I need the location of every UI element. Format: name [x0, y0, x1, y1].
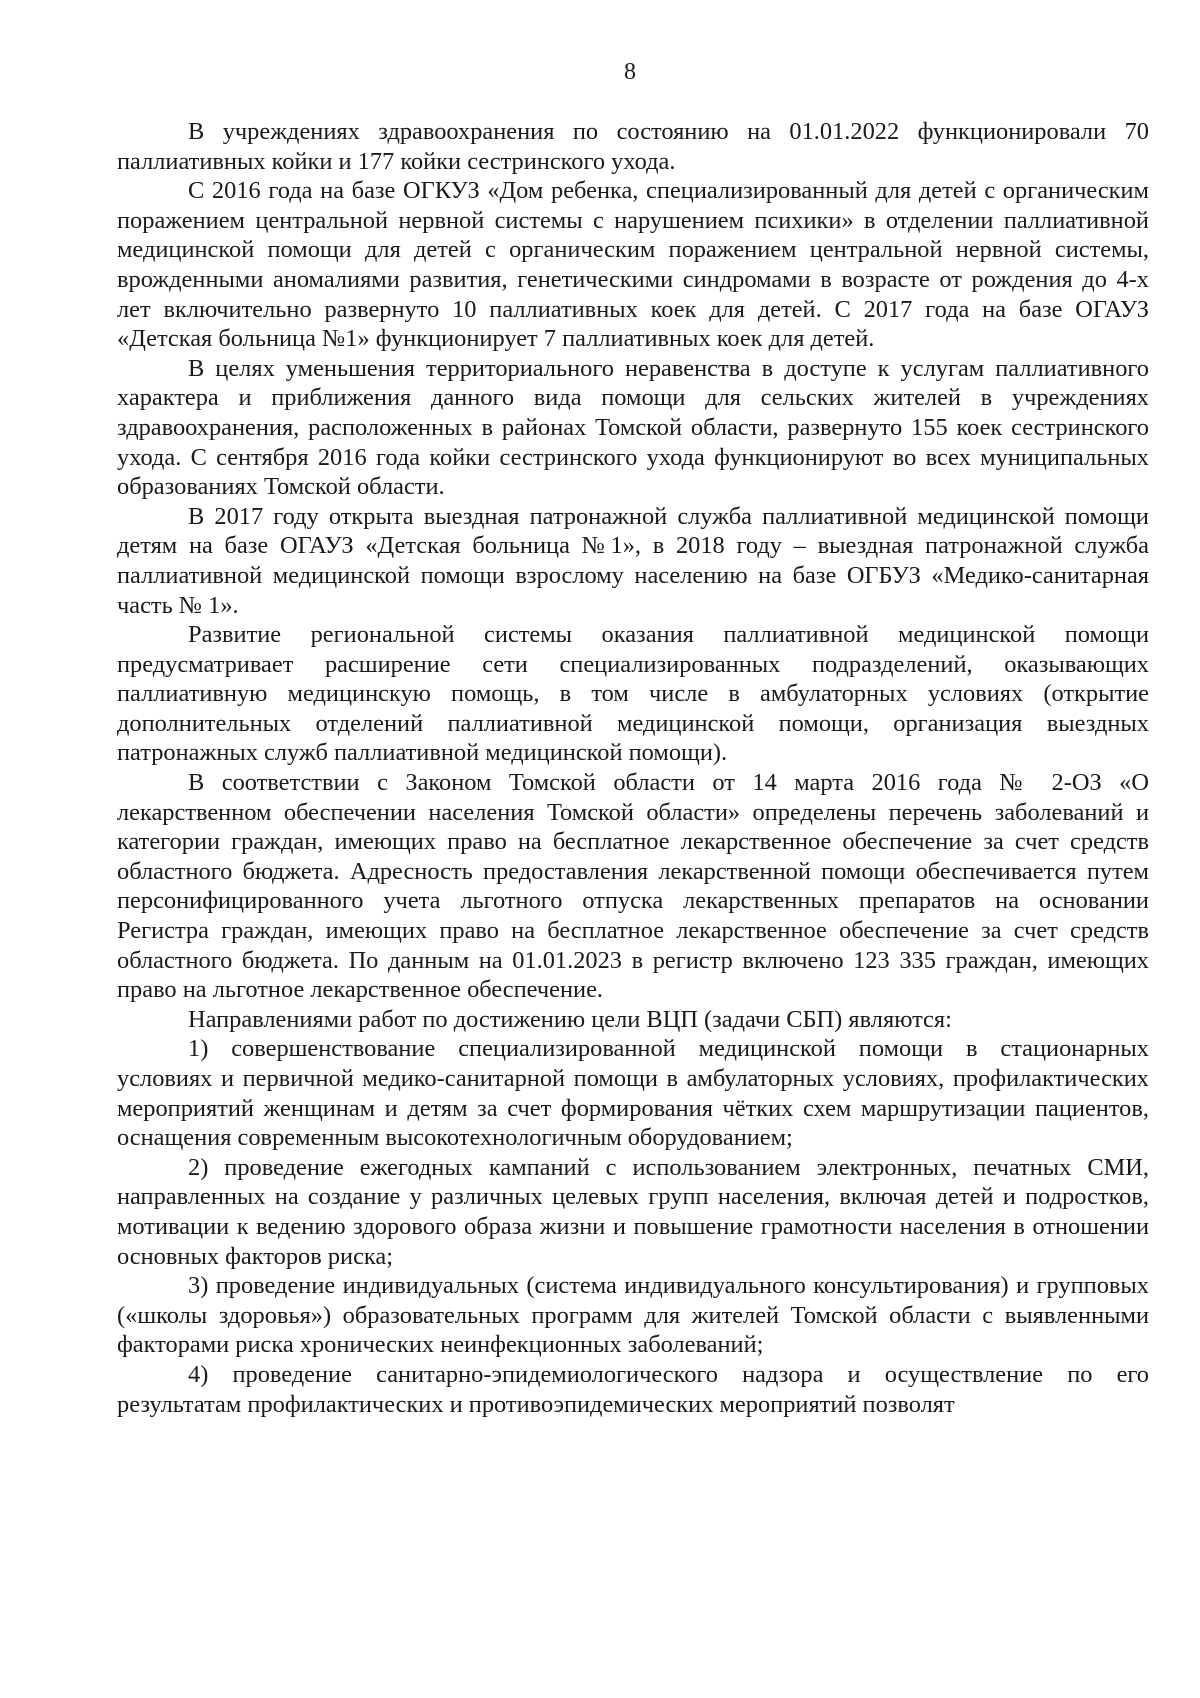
paragraph-drug-provision: В соответствии с Законом Томской области от 14 марта 2016 года № 2-ОЗ «О лекарственном обеспечении населения Томской области» определены перечень заболеваний и категории граждан, имеющих право на бесплатное лекарственное обеспечение за счет средств областного бюджета. Адресность предоставления лекарственной помощи обеспечивается путем персонифицированного учета льготного отпуска лекарственных препаратов на основании Регистра граждан, имеющих право на бесплатное лекарственное обеспечение за счет средств областного бюджета. По данным на 01.01.2023 в регистр включено 123 335 граждан, имеющих право на льготное лекарственное обеспечение. [117, 769, 1149, 1004]
paragraph-outreach-service: В 2017 году открыта выездная патронажной служба паллиативной медицинской помощи детям на базе ОГАУЗ «Детская больница №1», в 2018 году – выездная патронажной служба паллиативной медицинской помощи взрослому населению на базе ОГБУЗ «Медико-санитарная часть № 1». [117, 502, 1149, 619]
document-body [117, 117, 1149, 1419]
list-item-4: 4) проведение санитарно-эпидемиологического надзора и осуществление по его результатам профилактических и противоэпидемических мероприятий позволят [117, 1360, 1149, 1418]
paragraph-work-directions: Направлениями работ по достижению цели ВЦП (задачи СБП) являются: [188, 1005, 952, 1033]
paragraph-children-home: С 2016 года на базе ОГКУЗ «Дом ребенка, специализированный для детей с органическим поражением центральной нервной системы с нарушением психики» в отделении паллиативной медицинской помощи для детей с органическим поражением центральной нервной системы, врожденными аномалиями развития, генетическими синдромами в возрасте от рождения до 4-х лет включительно развернуто 10 паллиативных коек для детей. С 2017 года на базе ОГАУЗ «Детская больница №1» функционирует 7 паллиативных коек для детей. [117, 177, 1149, 353]
list-item-3: 3) проведение индивидуальных (система индивидуального консультирования) и групповых («школы здоровья») образовательных программ для жителей Томской области с выявленными факторами риска хронических неинфекционных заболеваний; [117, 1272, 1149, 1359]
paragraph-palliative-beds: В учреждениях здравоохранения по состоянию на 01.01.2022 функционировали 70 паллиативных койки и 177 койки сестринского ухода. [117, 118, 1149, 175]
paragraph-regional-system: Развитие региональной системы оказания паллиативной медицинской помощи предусматривает расширение сети специализированных подразделений, оказывающих паллиативную медицинскую помощь, в том числе в амбулаторных условиях (открытие дополнительных отделений паллиативной медицинской помощи, организация выездных патронажных служб паллиативной медицинской помощи). [117, 621, 1149, 767]
list-item-2: 2) проведение ежегодных кампаний с использованием электронных, печатных СМИ, направленных на создание у различных целевых групп населения, включая детей и подростков, мотивации к ведению здорового образа жизни и повышение грамотности населения в отношении основных факторов риска; [117, 1153, 1149, 1270]
list-item-1: 1) совершенствование специализированной медицинской помощи в стационарных условиях и первичной медико-санитарной помощи в амбулаторных условиях, профилактических мероприятий женщинам и детям за счет формирования чётких схем маршрутизации пациентов, оснащения современным высокотехнологичным оборудованием; [117, 1035, 1149, 1152]
page-number: 8 [624, 59, 636, 85]
paragraph-territorial-inequality: В целях уменьшения территориального неравенства в доступе к услугам паллиативного характера и приближения данного вида помощи для сельских жителей в учреждениях здравоохранения, расположенных в районах Томской области, развернуто 155 коек сестринского ухода. С сентября 2016 года койки сестринского ухода функционируют во всех муниципальных образованиях Томской области. [117, 354, 1149, 501]
